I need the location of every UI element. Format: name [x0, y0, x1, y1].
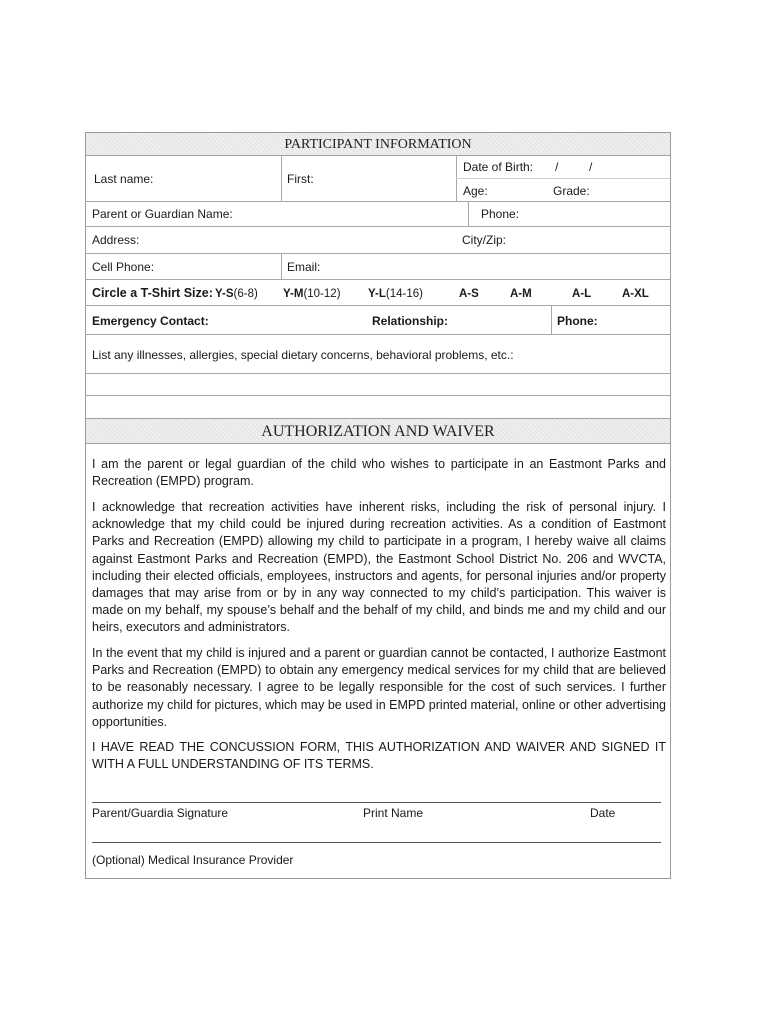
waiver-heading: AUTHORIZATION AND WAIVER — [86, 418, 670, 444]
first-name-field[interactable]: First: — [287, 172, 314, 186]
insurance-line[interactable] — [92, 842, 661, 843]
guardian-phone-field[interactable]: Phone: — [481, 207, 520, 221]
age-field[interactable]: Age: — [463, 184, 488, 198]
waiver-paragraph: I acknowledge that recreation activities have inherent risks, including the risk of personal injury. I acknowledge that my child could be injured during recreation activities. As a condition of Eastmont Parks and Recreation (EMPD) allowing my child to participate in a program, I hereby waive all claims against Eastmont Parks and Recreation (EMPD), the Eastmont School District No. 206 and WVCTA, including their elected officials, employees, instructors and agents, for personal injuries and/or property damages that may arise from or by in any way connected to my child’s participation. This waiver is made on my behalf, my spouse’s behalf and the behalf of my child, and binds me and my child and our heirs, executors and administrators. — [92, 500, 666, 635]
email-field[interactable]: Email: — [287, 260, 321, 274]
signature-line[interactable] — [92, 802, 661, 803]
tshirt-size-option[interactable]: A-S — [459, 288, 479, 300]
tshirt-size-option[interactable]: Y-S(6-8) — [215, 288, 258, 300]
cell-phone-field[interactable]: Cell Phone: — [92, 260, 155, 274]
participant-info-heading: PARTICIPANT INFORMATION — [86, 133, 670, 156]
city-zip-field[interactable]: City/Zip: — [462, 233, 507, 247]
date-of-birth-field[interactable]: Date of Birth: — [463, 160, 534, 174]
waiver-paragraph: I HAVE READ THE CONCUSSION FORM, THIS AUTHORIZATION AND WAIVER AND SIGNED IT WITH A FULL UNDERSTANDING OF ITS TERMS. — [92, 740, 666, 772]
illness-notes-field[interactable]: List any illnesses, allergies, special dietary concerns, behavioral problems, etc.: — [92, 348, 514, 362]
date-label: Date — [590, 806, 616, 820]
address-field[interactable]: Address: — [92, 233, 140, 247]
tshirt-size-option[interactable]: A-M — [510, 288, 532, 300]
parent-signature-label: Parent/Guardia Signature — [92, 806, 229, 820]
tshirt-size-option[interactable]: Y-L(14-16) — [368, 288, 423, 300]
emergency-phone-field[interactable]: Phone: — [557, 314, 598, 328]
tshirt-size-option[interactable]: A-XL — [622, 288, 649, 300]
relationship-field[interactable]: Relationship: — [372, 314, 449, 328]
last-name-field[interactable]: Last name: — [94, 172, 154, 186]
emergency-contact-field[interactable]: Emergency Contact: — [92, 314, 209, 328]
registration-form — [85, 132, 671, 879]
waiver-paragraph: I am the parent or legal guardian of the child who wishes to participate in an Eastmont Parks and Recreation (EMPD) program. — [92, 457, 666, 489]
tshirt-size-option[interactable]: Y-M(10-12) — [283, 288, 341, 300]
dob-separator: / — [555, 160, 559, 174]
grade-field[interactable]: Grade: — [553, 184, 590, 198]
insurance-provider-label: (Optional) Medical Insurance Provider — [92, 853, 294, 867]
print-name-label: Print Name — [363, 806, 424, 820]
tshirt-size-option[interactable]: A-L — [572, 288, 592, 300]
dob-separator: / — [589, 160, 593, 174]
waiver-paragraph: In the event that my child is injured and a parent or guardian cannot be contacted, I authorize Eastmont Parks and Recreation (EMPD) to obtain any emergency medical services for my child that are believed to be reasonably necessary. I agree to be legally responsible for the cost of such services. I further authorize my child for pictures, which may be used in EMPD printed material, online or other advertising opportunities. — [92, 646, 666, 729]
guardian-name-field[interactable]: Parent or Guardian Name: — [92, 207, 233, 221]
tshirt-size-label: Circle a T-Shirt Size: — [92, 286, 213, 300]
